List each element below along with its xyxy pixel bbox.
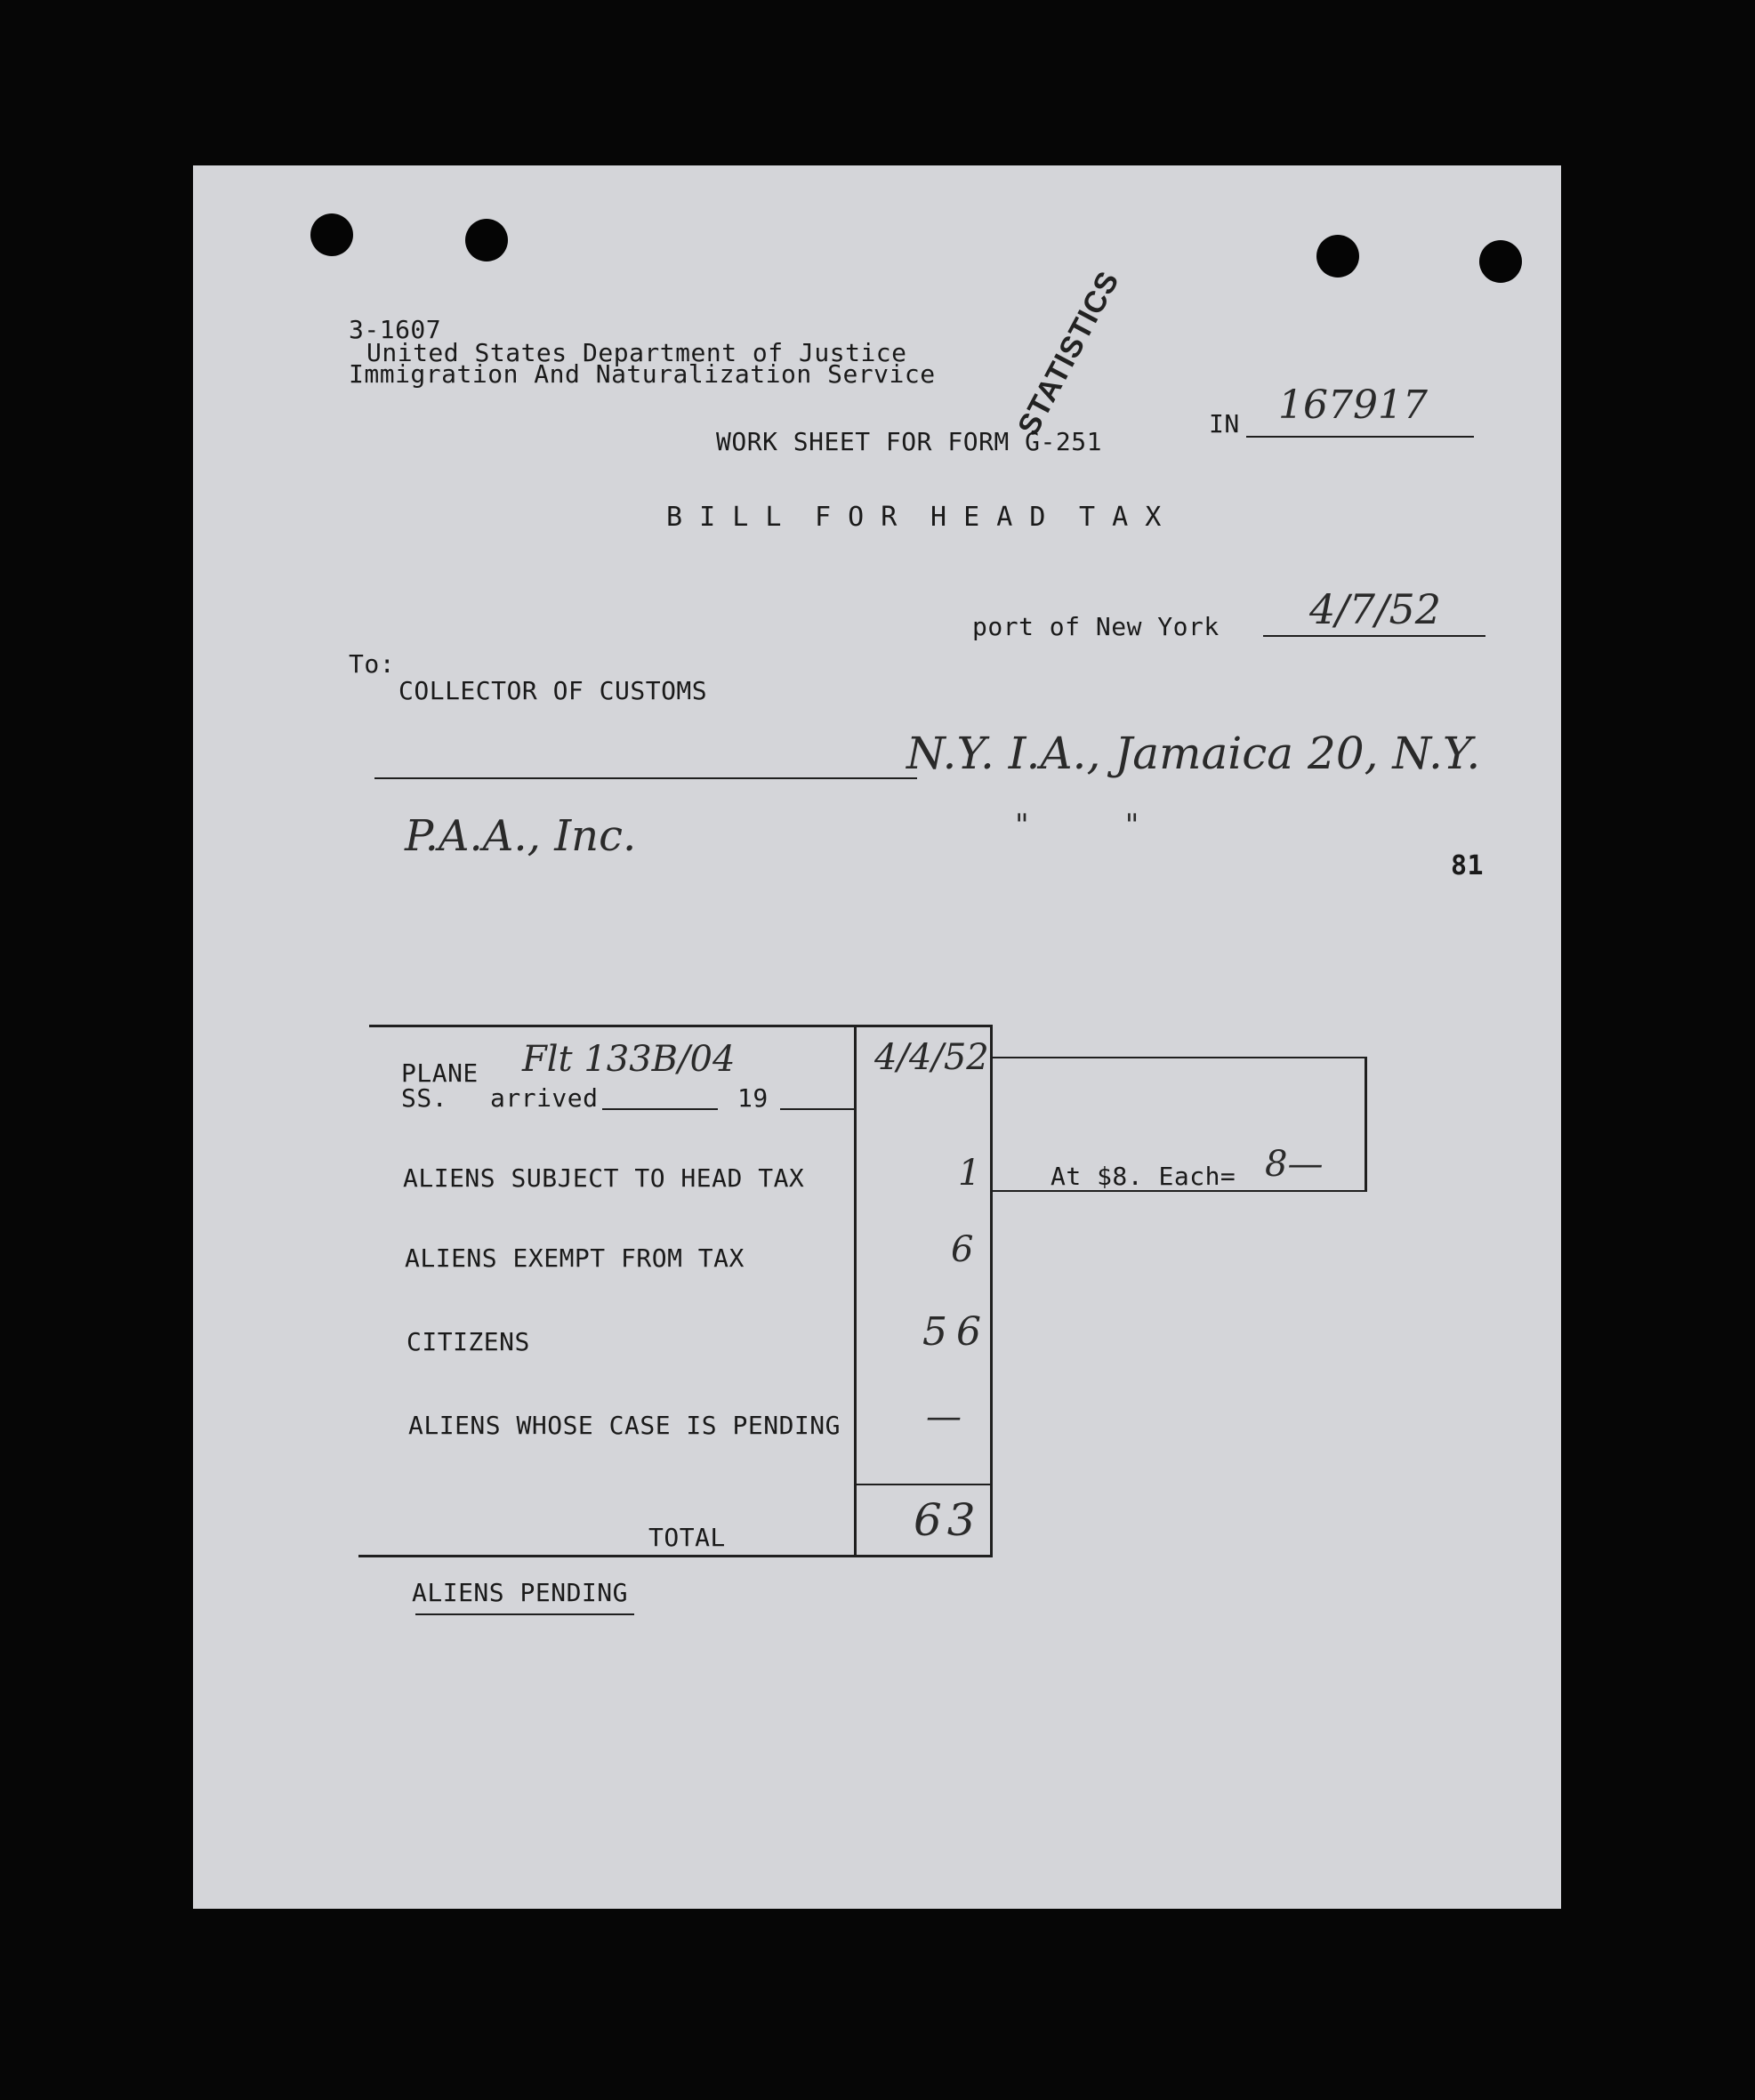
ss-label: SS. [401, 1083, 448, 1113]
row-label-subject: ALIENS SUBJECT TO HEAD TAX [403, 1163, 805, 1193]
row-label-exempt: ALIENS EXEMPT FROM TAX [405, 1243, 745, 1273]
payer-name: P.A.A., Inc. [405, 811, 637, 861]
plane-label: PLANE [401, 1058, 479, 1088]
footer-label: ALIENS PENDING [412, 1578, 629, 1607]
table-top-rule [369, 1025, 990, 1027]
table-bottom-rule [358, 1555, 993, 1557]
form-number: 3-1607 [349, 315, 442, 344]
total-label: TOTAL [648, 1523, 726, 1552]
page-mark: 81 [1451, 850, 1485, 881]
row-label-citizens: CITIZENS [407, 1327, 530, 1356]
rate-amount: 8— [1265, 1144, 1324, 1185]
row-label-pending: ALIENS WHOSE CASE IS PENDING [408, 1411, 841, 1440]
arrival-date: 4/4/52 [874, 1037, 989, 1078]
rate-box-right [1365, 1057, 1367, 1192]
agency-line-1: United States Department of Justice [366, 338, 907, 367]
footer-underline [415, 1613, 634, 1615]
payer-address: N.Y. I.A., Jamaica 20, N.Y. [906, 728, 1481, 779]
punch-hole [1479, 240, 1522, 283]
in-number: 167917 [1278, 382, 1428, 428]
port-label: port of New York [972, 612, 1220, 641]
port-date-underline [1263, 635, 1485, 637]
row-value-exempt: 6 [951, 1229, 974, 1270]
form-sheet [193, 165, 1561, 1909]
ditto-marks: " " [1015, 808, 1139, 843]
statistics-stamp: STATISTICS [1011, 265, 1126, 441]
total-value: 63 [914, 1494, 981, 1546]
arrived-label: arrived [490, 1083, 599, 1113]
collector-label: COLLECTOR OF CUSTOMS [398, 676, 708, 705]
punch-hole [1316, 235, 1359, 278]
agency-line-2: Immigration And Naturalization Service [349, 359, 936, 389]
row-value-subject: 1 [958, 1153, 981, 1194]
worksheet-title: WORK SHEET FOR FORM G-251 [716, 427, 1102, 456]
payer-underline [374, 777, 917, 779]
punch-hole [465, 219, 508, 261]
in-number-underline [1246, 436, 1474, 438]
port-date: 4/7/52 [1309, 585, 1442, 633]
row-value-citizens: 56 [922, 1309, 990, 1355]
rate-box-top [993, 1057, 1366, 1058]
year-underline [780, 1108, 855, 1110]
bill-title: B I L L F O R H E A D T A X [666, 502, 1162, 533]
plane-flight: Flt 133B/04 [522, 1039, 736, 1080]
rate-label: At $8. Each= [1051, 1162, 1236, 1191]
in-label: IN [1209, 409, 1240, 439]
arrived-underline [602, 1108, 718, 1110]
row-value-pending: — [926, 1396, 962, 1437]
year-prefix: 19 [737, 1083, 769, 1113]
table-divider-left [854, 1025, 857, 1555]
to-label: To: [349, 649, 396, 679]
total-rule [854, 1484, 993, 1485]
punch-hole [310, 213, 353, 256]
table-divider-right [990, 1025, 993, 1555]
